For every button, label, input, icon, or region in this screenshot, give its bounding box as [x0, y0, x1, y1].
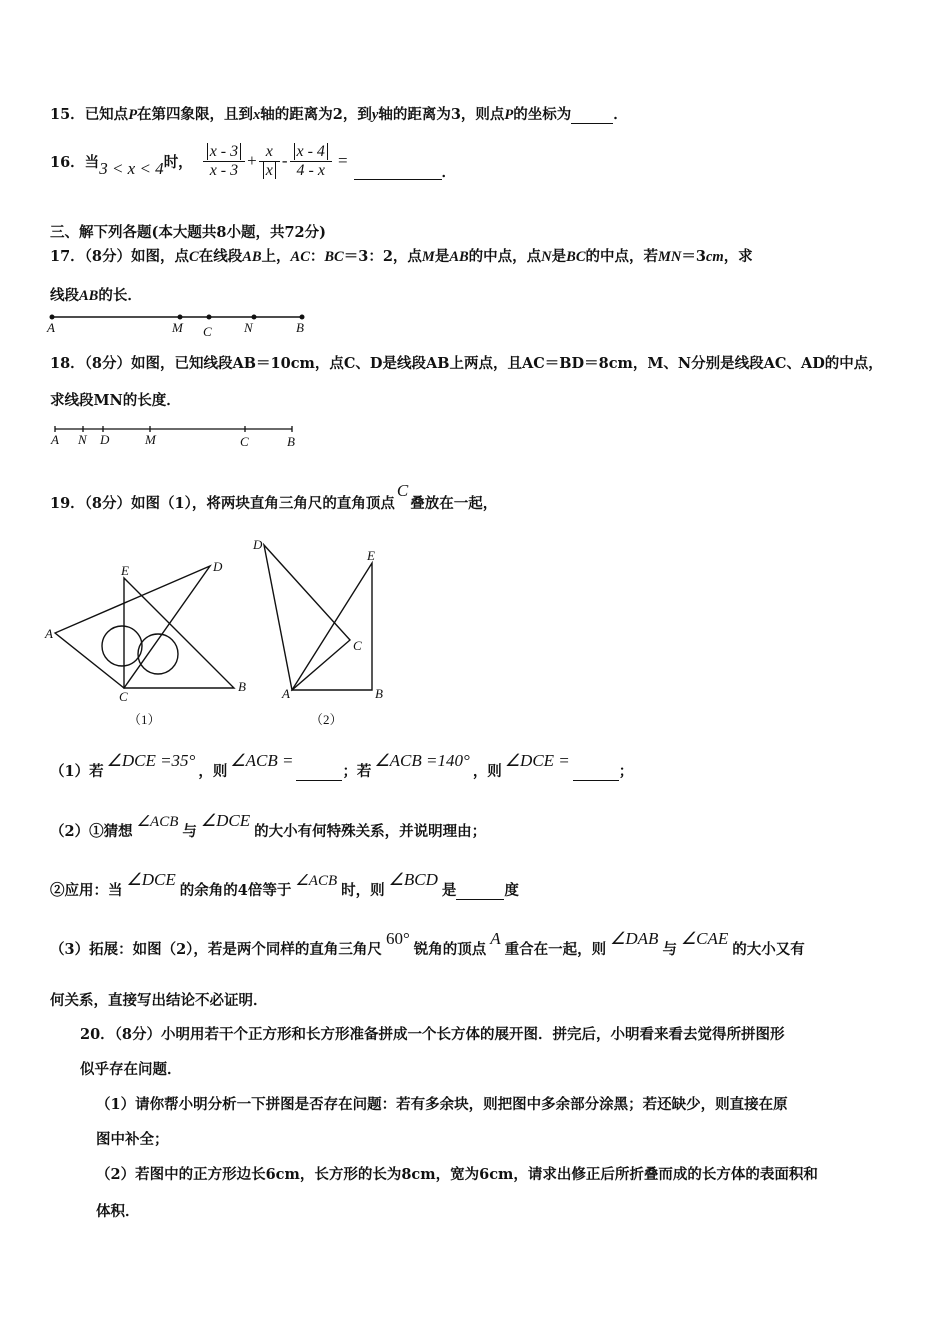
fraction-1: $\frac{x - 3}{x - 3}$ [203, 143, 245, 180]
question-16: 16．当 3 < x < 4 时， $\frac{x - 3}{x - 3}$ + $\frac{x}{x}$ - $\frac{x - 4}{4 - x}$ = ． [50, 142, 457, 181]
answer-blank-acb[interactable] [296, 763, 342, 781]
label-a: A [47, 320, 55, 335]
triangle-aeb [292, 563, 372, 690]
question-17-line-1: 17．（8分）如图，点C在线段AB上，AC：BC＝3：2，点M是AB的中点，点N是BC的中点，若MN＝3cm，求 [50, 248, 753, 265]
label-d: D [253, 537, 263, 552]
question-20-part-1-cont: 图中补全； [96, 1131, 169, 1148]
question-19-part-2-application: ②应用：当∠DCE的余角的4倍等于∠ACB时，则∠BCD是 度 [50, 870, 519, 899]
label-e: E [367, 548, 375, 563]
question-20-part-2-cont: 体积． [96, 1203, 140, 1220]
answer-blank-dce[interactable] [573, 763, 619, 781]
label-n: N [78, 432, 87, 447]
fraction-2: $\frac{x}{x}$ [259, 143, 280, 180]
question-19-part-3: （3）拓展：如图（2），若是两个同样的直角三角尺60°锐角的顶点A重合在一起，则∠DAB与∠CAE的大小又有 [50, 929, 805, 958]
label-a: A [282, 686, 290, 701]
label-c: C [353, 638, 362, 653]
question-20-line-2: 似乎存在问题． [80, 1061, 182, 1078]
label-a: A [51, 432, 59, 447]
question-20-part-2: （2）若图中的正方形边长6cm，长方形的长为8cm，宽为6cm，请求出修正后所折叠而成的长方体的表面积和 [96, 1166, 818, 1183]
label-b: B [375, 686, 383, 701]
question-20-part-1: （1）请你帮小明分析一下拼图是否存在问题：若有多余块，则把图中多余部分涂黑；若还缺少，则直接在原 [96, 1096, 788, 1113]
question-19-part-1: （1）若∠DCE =35°，则∠ACB = ；若∠ACB =140°，则∠DCE = ； [50, 751, 634, 780]
label-b: B [296, 320, 304, 335]
answer-blank-bcd[interactable] [456, 882, 504, 900]
question-19-part-2: （2）①猜想∠ACB与∠DCE的大小有何特殊关系，并说明理由； [50, 811, 487, 840]
label-n: N [244, 320, 253, 335]
question-19-intro: 19．（8分）如图（1），将两块直角三角尺的直角顶点C叠放在一起， [50, 481, 498, 512]
question-19-part-3-cont: 何关系，直接写出结论不必证明． [50, 992, 268, 1009]
label-a: A [45, 626, 53, 641]
question-20-line-1: 20．（8分）小明用若干个正方形和长方形准备拼成一个长方体的展开图．拼完后，小明看来看去觉得所拼图形 [80, 1026, 785, 1043]
label-b: B [287, 434, 295, 449]
label-m: M [172, 320, 183, 335]
question-18-line-2: 求线段MN的长度． [50, 392, 181, 409]
question-17-line-2: 线段AB的长． [50, 287, 142, 304]
question-15: 15．已知点P在第四象限，且到x轴的距离为2，到y轴的距离为3，则点P的坐标为 ． [50, 106, 628, 123]
label-d: D [213, 559, 223, 574]
label-d: D [100, 432, 110, 447]
condition-expression: 3 < x < 4 [99, 159, 164, 178]
section-3-heading: 三、解下列各题(本大题共8小题，共72分) [50, 224, 326, 241]
caption-1: （1） [128, 712, 161, 727]
fraction-3: $\frac{x - 4}{4 - x}$ [290, 143, 332, 180]
label-m: M [145, 432, 156, 447]
label-e: E [121, 563, 129, 578]
label-c: C [203, 324, 212, 339]
label-c: C [240, 434, 249, 449]
label-b: B [238, 679, 246, 694]
caption-2: （2） [310, 712, 343, 727]
question-18-line-1: 18．（8分）如图，已知线段AB＝10cm，点C、D是线段AB上两点，且AC＝BD＝8cm，M、N分别是线段AC、AD的中点， [50, 355, 883, 372]
label-c: C [119, 689, 128, 704]
